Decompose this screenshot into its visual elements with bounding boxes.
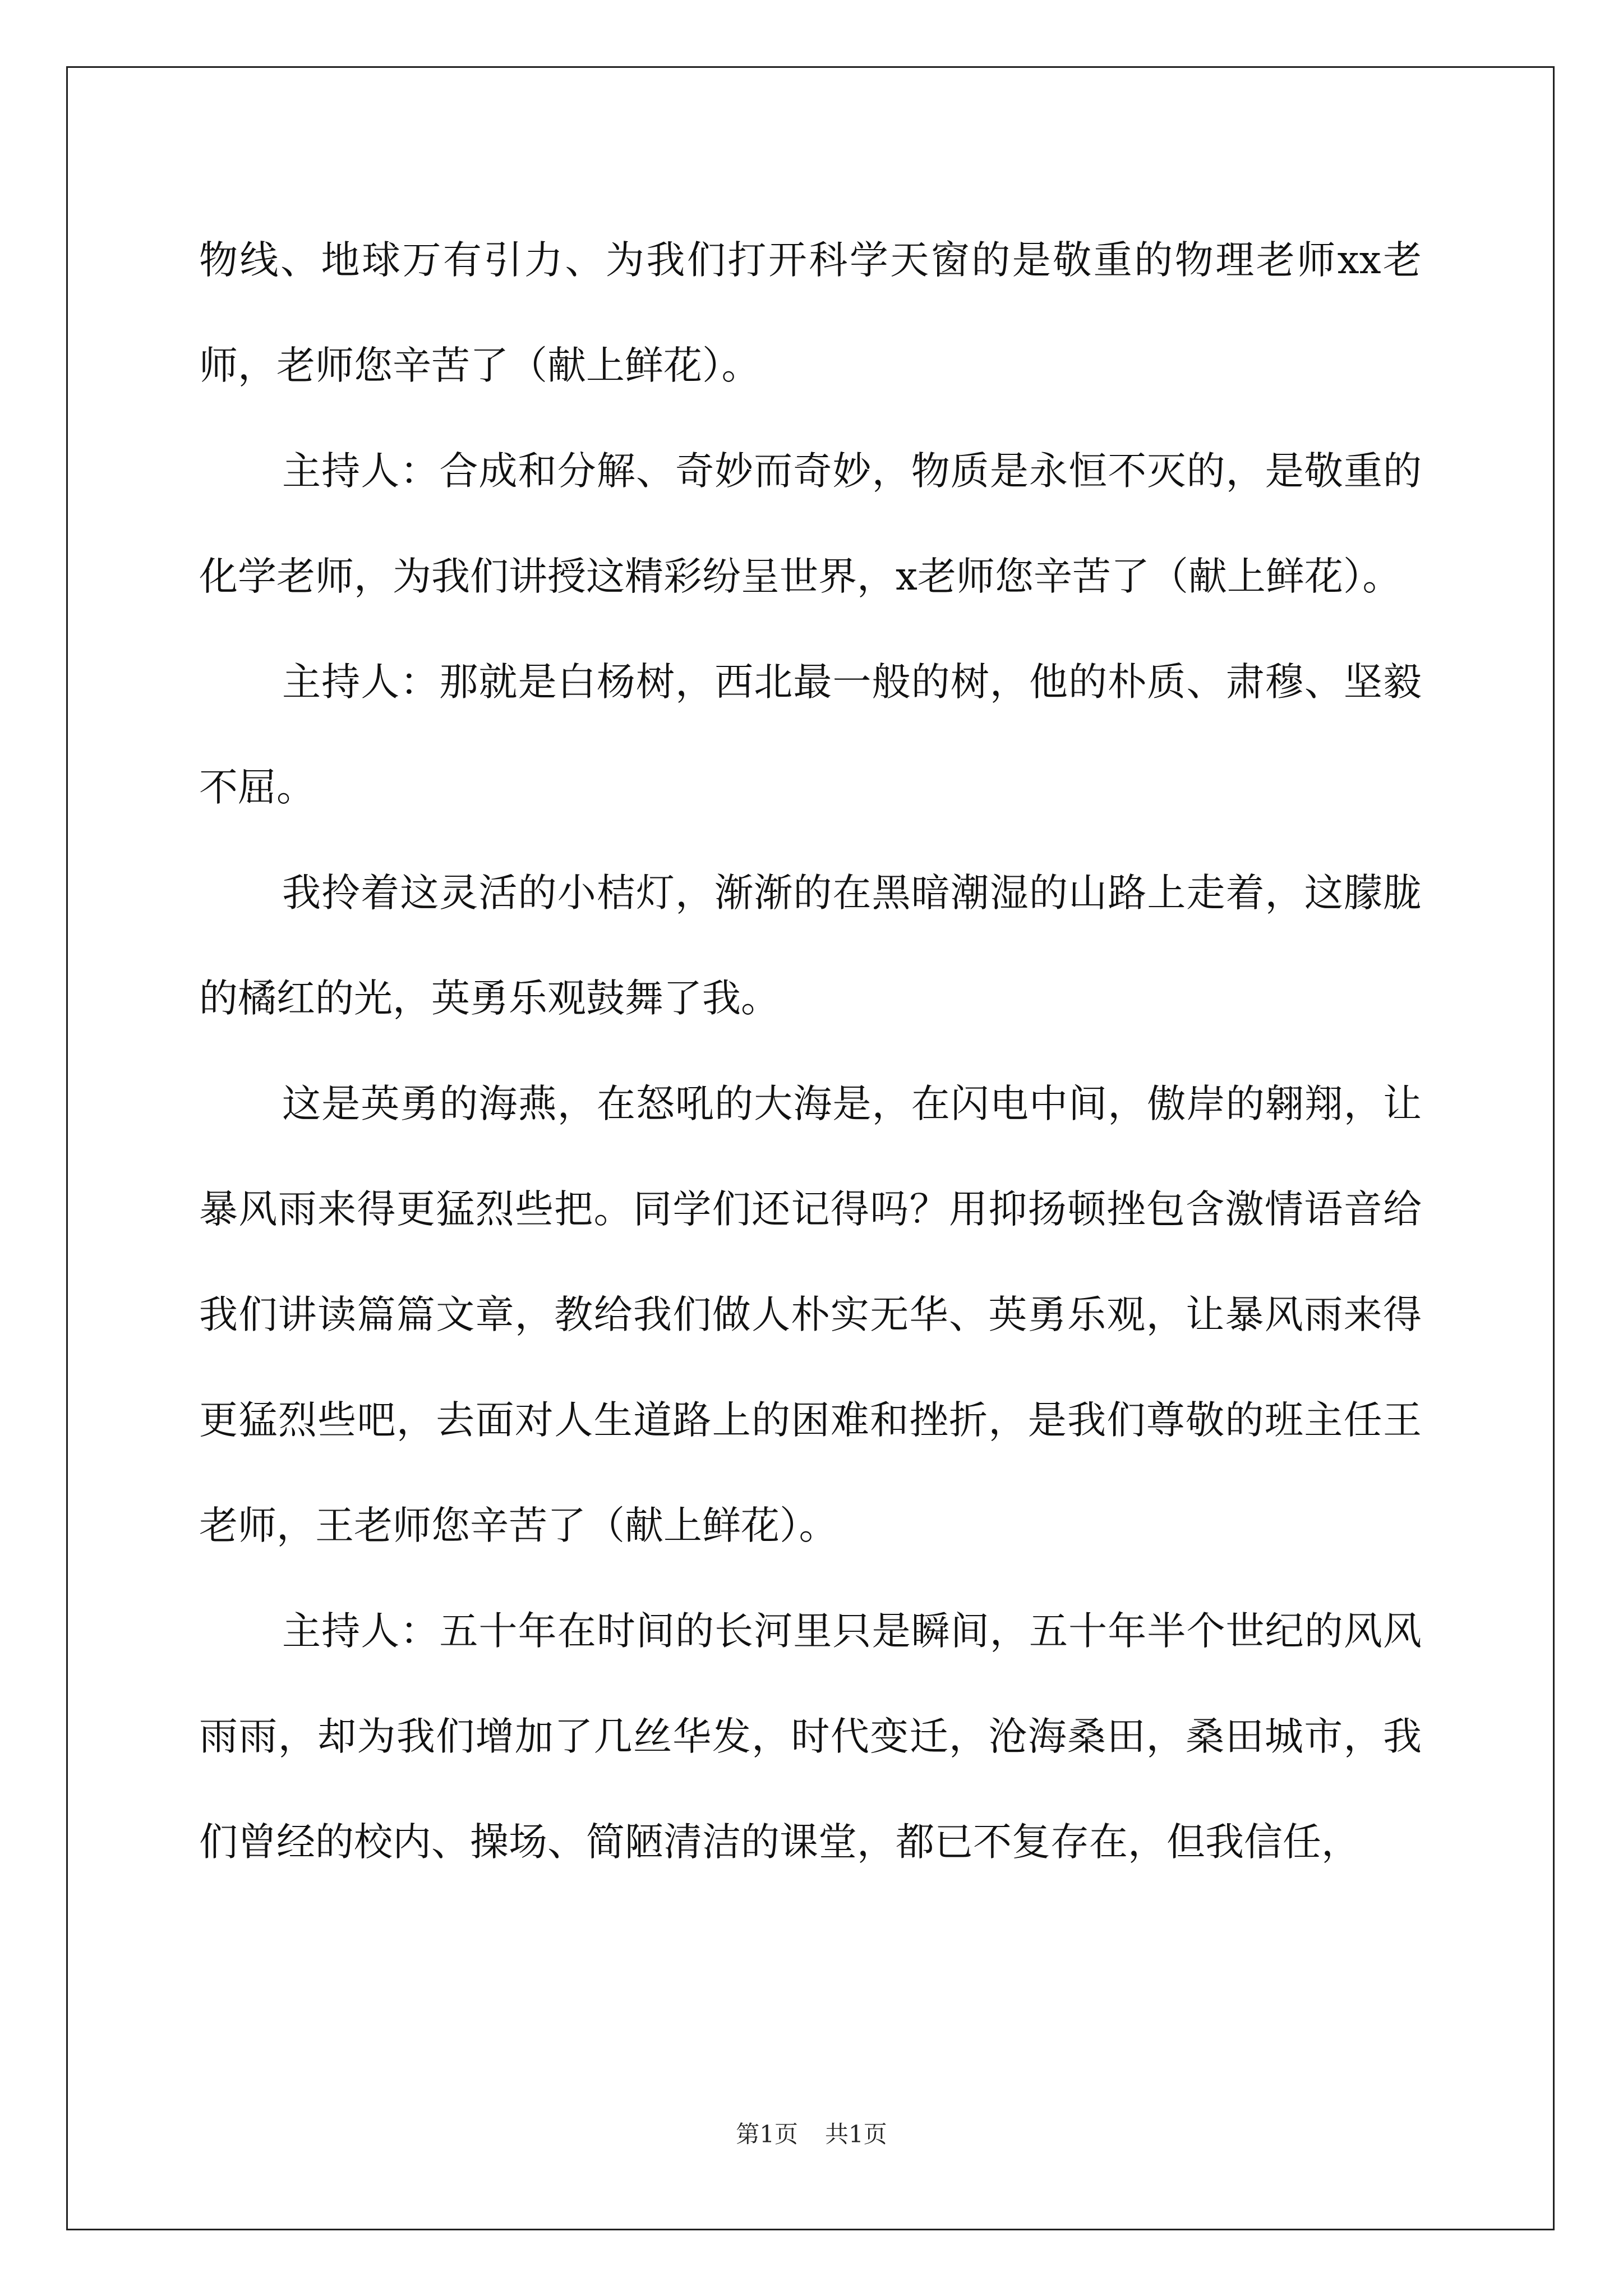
paragraph-6: 主持人：五十年在时间的长河里只是瞬间，五十年半个世纪的风风雨雨，却为我们增加了几丝华发，时代变迁，沧海桑田，桑田城市，我们曾经的校内、操场、简陋清洁的课堂，都已不复存在，但我信任， (199, 1609, 1422, 1865)
paragraph-1: 物线、地球万有引力、为我们打开科学天窗的是敬重的物理老师xx老师，老师您辛苦了（献上鲜花）。 (199, 238, 1422, 388)
paragraph-2: 主持人：合成和分解、奇妙而奇妙，物质是永恒不灭的，是敬重的化学老师，为我们讲授这精彩纷呈世界，x老师您辛苦了（献上鲜花）。 (199, 449, 1422, 599)
paragraph-3: 主持人：那就是白杨树，西北最一般的树，他的朴质、肃穆、坚毅不屈。 (199, 660, 1422, 810)
page-footer (0, 2116, 1623, 2150)
paragraph-4: 我拎着这灵活的小桔灯，渐渐的在黑暗潮湿的山路上走着，这朦胧的橘红的光，英勇乐观鼓舞了我。 (199, 871, 1422, 1021)
page-total: 共1页 (825, 2120, 887, 2148)
document-body (199, 208, 1422, 1895)
page-number: 第1页 (736, 2120, 798, 2148)
paragraph-5: 这是英勇的海燕，在怒吼的大海是，在闪电中间，傲岸的翱翔，让暴风雨来得更猛烈些把。同学们还记得吗？用抑扬顿挫包含激情语音给我们讲读篇篇文章，教给我们做人朴实无华、英勇乐观，让暴风雨来得更猛烈些吧，去面对人生道路上的困难和挫折，是我们尊敬的班主任王老师，王老师您辛苦了（献上鲜花）。 (199, 1082, 1422, 1548)
